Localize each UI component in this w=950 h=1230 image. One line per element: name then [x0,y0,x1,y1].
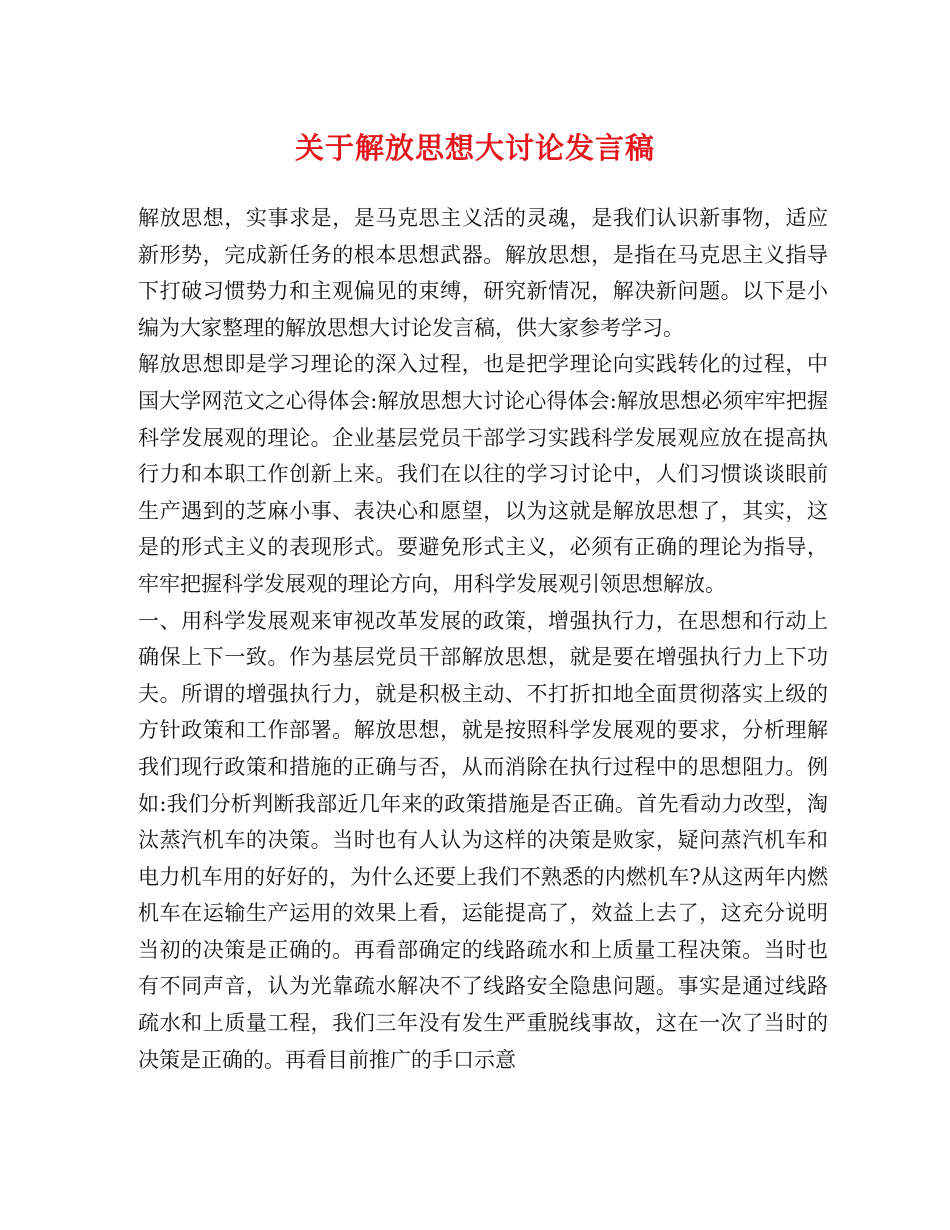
paragraph-theory: 解放思想即是学习理论的深入过程，也是把学理论向实践转化的过程，中国大学网范文之心得体会:解放思想大讨论心得体会:解放思想必须牢牢把握科学发展观的理论。企业基层党员干部学习实践科学发展观应放在提高执行力和本职工作创新上来。我们在以往的学习讨论中，人们习惯谈谈眼前生产遇到的芝麻小事、表决心和愿望，以为这就是解放思想了，其实，这是的形式主义的表现形式。要避免形式主义，必须有正确的理论为指导，牢牢把握科学发展观的理论方向，用科学发展观引领思想解放。 [138,352,828,596]
document-body [138,200,828,1078]
paragraph-intro: 解放思想，实事求是，是马克思主义活的灵魂，是我们认识新事物，适应新形势，完成新任务的根本思想武器。解放思想，是指在马克思主义指导下打破习惯势力和主观偏见的束缚，研究新情况，解决新问题。以下是小编为大家整理的解放思想大讨论发言稿，供大家参考学习。 [138,206,828,340]
paragraph-section-one: 一、用科学发展观来审视改革发展的政策，增强执行力，在思想和行动上确保上下一致。作为基层党员干部解放思想，就是要在增强执行力上下功夫。所谓的增强执行力，就是积极主动、不打折扣地全面贯彻落实上级的方针政策和工作部署。解放思想，就是按照科学发展观的要求，分析理解我们现行政策和措施的正确与否，从而消除在执行过程中的思想阻力。例如:我们分析判断我部近几年来的政策措施是否正确。首先看动力改型，淘汰蒸汽机车的决策。当时也有人认为这样的决策是败家，疑问蒸汽机车和电力机车用的好好的，为什么还要上我们不熟悉的内燃机车?从这两年内燃机车在运输生产运用的效果上看，运能提高了，效益上去了，这充分说明当初的决策是正确的。再看部确定的线路疏水和上质量工程决策。当时也有不同声音，认为光靠疏水解决不了线路安全隐患问题。事实是通过线路疏水和上质量工程，我们三年没有发生严重脱线事故，这在一次了当时的决策是正确的。再看目前推广的手口示意 [138,608,828,1072]
document-title: 关于解放思想大讨论发言稿 [294,131,655,165]
